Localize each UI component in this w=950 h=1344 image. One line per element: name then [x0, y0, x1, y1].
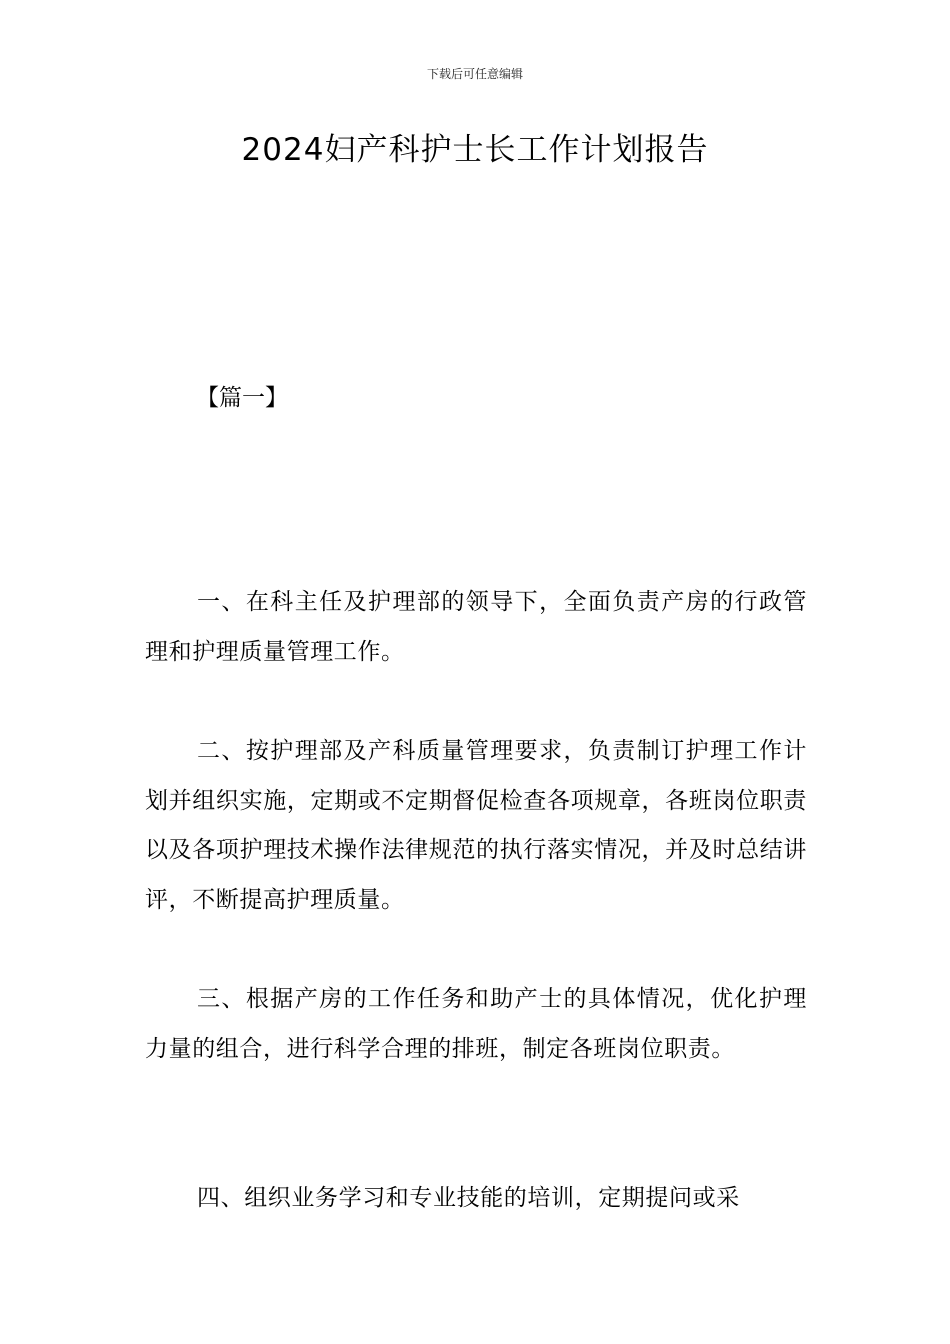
paragraph-4: 四、组织业务学习和专业技能的培训，定期提问或采: [197, 1185, 740, 1211]
header-note: 下载后可任意编辑: [426, 67, 523, 81]
section-label: 【篇一】: [196, 385, 288, 411]
paragraph-1: 一、在科主任及护理部的领导下，全面负责产房的行政管理和护理质量管理工作。: [145, 589, 807, 665]
paragraph-3: 三、根据产房的工作任务和助产士的具体情况，优化护理力量的组合，进行科学合理的排班，制定各班岗位职责。: [145, 986, 807, 1062]
paragraph-2: 二、按护理部及产科质量管理要求，负责制订护理工作计划并组织实施，定期或不定期督促检查各项规章，各班岗位职责以及各项护理技术操作法律规范的执行落实情况，并及时总结讲评，不断提高护理质量。: [145, 738, 807, 913]
document-title: 2024妇产科护士长工作计划报告: [241, 132, 709, 168]
